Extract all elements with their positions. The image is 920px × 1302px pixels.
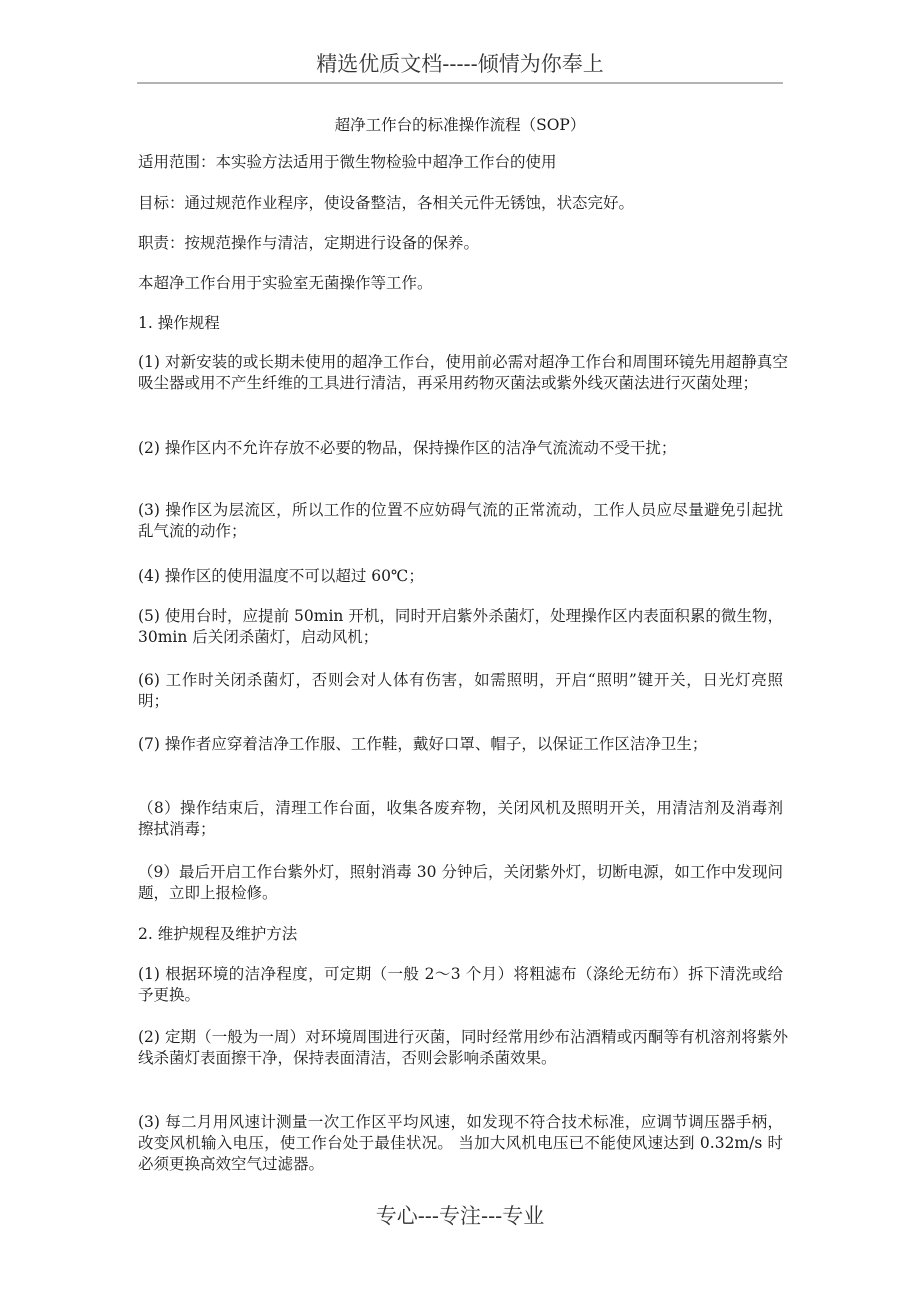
document-title: 超净工作台的标准操作流程（SOP） — [334, 116, 586, 134]
page-header: 精选优质文档-----倾情为你奉上 — [316, 52, 604, 76]
goal-paragraph: 目标：通过规范作业程序，使设备整洁，各相关元件无锈蚀，状态完好。 — [138, 194, 635, 212]
header-divider — [137, 82, 783, 84]
operation-item-8: （8）操作结束后，清理工作台面，收集各废弃物，关闭风机及照明开关，用清洁剂及消毒剂擦拭消毒； — [138, 799, 783, 838]
operation-item-9: （9）最后开启工作台紫外灯，照射消毒 30 分钟后，关闭紫外灯，切断电源，如工作中发现问题，立即上报检修。 — [138, 863, 783, 902]
operation-item-6: (6) 工作时关闭杀菌灯，否则会对人体有伤害，如需照明，开启“照明”键开关，日光灯亮照明； — [138, 671, 783, 710]
operation-item-5: (5) 使用台时，应提前 50min 开机，同时开启紫外杀菌灯，处理操作区内表面积累的微生物，30min 后关闭杀菌灯，启动风机； — [138, 607, 783, 646]
duty-paragraph: 职责：按规范操作与清洁，定期进行设备的保养。 — [138, 234, 480, 252]
section-heading-operation: 1. 操作规程 — [138, 314, 220, 332]
maintenance-item-3: (3) 每二月用风速计测量一次工作区平均风速，如发现不符合技术标准，应调节调压器手柄，改变风机输入电压，使工作台处于最佳状况。 当加大风机电压已不能使风速达到 0.32m/s 时必须更换高效空气过滤器。 — [138, 1113, 783, 1173]
section-heading-maintenance: 2. 维护规程及维护方法 — [138, 925, 298, 943]
operation-item-3: (3) 操作区为层流区，所以工作的位置不应妨碍气流的正常流动，工作人员应尽量避免引起扰乱气流的动作； — [138, 501, 783, 540]
maintenance-item-2: (2) 定期（一般为一周）对环境周围进行灭菌，同时经常用纱布沾酒精或丙酮等有机溶剂将紫外线杀菌灯表面擦干净，保持表面清洁，否则会影响杀菌效果。 — [138, 1028, 788, 1067]
operation-item-2: (2) 操作区内不允许存放不必要的物品，保持操作区的洁净气流流动不受干扰； — [138, 439, 677, 457]
intro-paragraph: 本超净工作台用于实验室无菌操作等工作。 — [138, 274, 433, 292]
maintenance-item-1: (1) 根据环境的洁净程度，可定期（一般 2～3 个月）将粗滤布（涤纶无纺布）拆下清洗或给予更换。 — [138, 965, 783, 1004]
scope-paragraph: 适用范围：本实验方法适用于微生物检验中超净工作台的使用 — [138, 153, 557, 171]
operation-item-1: (1) 对新安装的或长期未使用的超净工作台，使用前必需对超净工作台和周围环镜先用超静真空吸尘器或用不产生纤维的工具进行清洁，再采用药物灭菌法或紫外线灭菌法进行灭菌处理； — [138, 353, 788, 392]
page-footer: 专心---专注---专业 — [375, 1204, 545, 1228]
operation-item-4: (4) 操作区的使用温度不可以超过 60℃； — [138, 567, 424, 585]
operation-item-7: (7) 操作者应穿着洁净工作服、工作鞋，戴好口罩、帽子，以保证工作区洁净卫生； — [138, 735, 708, 753]
